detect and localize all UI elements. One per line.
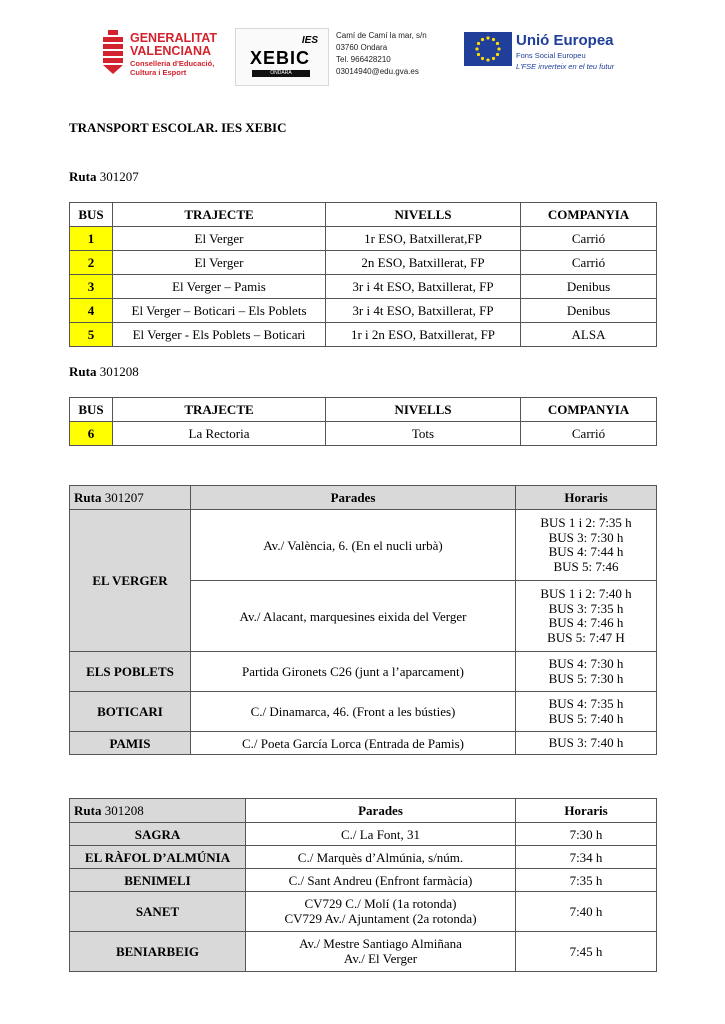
stop-cell: Av./ València, 6. (En el nucli urbà) bbox=[191, 510, 516, 581]
trajecte-cell: El Verger - Els Poblets – Boticari bbox=[113, 323, 326, 347]
eu-flag-icon bbox=[464, 32, 512, 66]
stop-line: Av./ El Verger bbox=[343, 950, 418, 966]
generalitat-logo bbox=[100, 28, 230, 84]
time-cell: 7:45 h bbox=[516, 932, 657, 972]
ies-xebic-logo bbox=[235, 28, 329, 86]
table-row bbox=[70, 275, 657, 299]
generalitat-name-line1: GENERALITAT bbox=[130, 31, 218, 45]
table-row bbox=[70, 823, 657, 846]
route-301208-stops-table bbox=[69, 798, 657, 972]
address-line2: 03760 Ondara bbox=[336, 43, 388, 52]
generalitat-emblem-icon bbox=[100, 30, 126, 74]
route-label-bold: Ruta bbox=[74, 490, 102, 505]
place-boticari: BOTICARI bbox=[70, 692, 191, 732]
time-cell: 7:35 h bbox=[516, 869, 657, 892]
time-line: BUS 5: 7:30 h bbox=[548, 670, 624, 686]
address-email: 03014940@edu.gva.es bbox=[336, 67, 419, 76]
conselleria-name bbox=[130, 60, 214, 77]
eu-title: Unió Europea bbox=[516, 32, 614, 49]
col-horaris: Horaris bbox=[516, 486, 657, 510]
stop-cell: C./ Marquès d’Almúnia, s/núm. bbox=[246, 846, 516, 869]
time-line: BUS 4: 7:30 h bbox=[548, 656, 624, 671]
trajecte-cell: El Verger bbox=[113, 227, 326, 251]
time-line: BUS 4: 7:46 h bbox=[548, 615, 624, 630]
companyia-cell: Denibus bbox=[521, 299, 657, 323]
trajecte-cell: El Verger – Pamis bbox=[113, 275, 326, 299]
table-row bbox=[70, 869, 657, 892]
table-row bbox=[70, 732, 657, 755]
nivells-cell: 3r i 4t ESO, Batxillerat, FP bbox=[326, 299, 521, 323]
col-parades: Parades bbox=[246, 799, 516, 823]
trajecte-cell: El Verger bbox=[113, 251, 326, 275]
route-301207-bus-table bbox=[69, 202, 657, 347]
companyia-cell: Carrió bbox=[521, 227, 657, 251]
eu-subtitle: Fons Social Europeu bbox=[516, 51, 586, 60]
col-bus: BUS bbox=[70, 203, 113, 227]
stop-cell: C./ Sant Andreu (Enfront farmàcia) bbox=[246, 869, 516, 892]
stop-cell: C./ Dinamarca, 46. (Front a les bústies) bbox=[191, 692, 516, 732]
letterhead bbox=[0, 24, 725, 84]
time-cell: 7:30 h bbox=[516, 823, 657, 846]
place-beniarbeig: BENIARBEIG bbox=[70, 932, 246, 972]
route-number: 301208 bbox=[104, 803, 144, 818]
table-row bbox=[70, 692, 657, 732]
nivells-cell: 1r i 2n ESO, Batxillerat, FP bbox=[326, 323, 521, 347]
table-row bbox=[70, 932, 657, 972]
col-parades: Parades bbox=[191, 486, 516, 510]
place-pamis: PAMIS bbox=[70, 732, 191, 755]
companyia-cell: Denibus bbox=[521, 275, 657, 299]
place-el-rafol: EL RÀFOL D’ALMÚNIA bbox=[70, 846, 246, 869]
stop-line: Av./ Mestre Santiago Almiñana bbox=[299, 936, 462, 951]
time-line: BUS 5: 7:47 H bbox=[547, 629, 625, 645]
route-number: 301207 bbox=[99, 169, 139, 184]
nivells-cell: Tots bbox=[326, 422, 521, 446]
table-row bbox=[70, 652, 657, 692]
times-cell bbox=[516, 581, 657, 652]
route-number: 301208 bbox=[99, 364, 139, 379]
time-cell: 7:34 h bbox=[516, 846, 657, 869]
route-header-cell bbox=[70, 799, 246, 823]
time-line: BUS 4: 7:44 h bbox=[548, 544, 624, 559]
table-header-row bbox=[70, 486, 657, 510]
route-label-301207 bbox=[69, 169, 139, 185]
table-row bbox=[70, 422, 657, 446]
table-row bbox=[70, 323, 657, 347]
bus-number: 1 bbox=[70, 227, 113, 251]
route-301207-stops-table bbox=[69, 485, 657, 755]
col-nivells: NIVELLS bbox=[326, 398, 521, 422]
stop-cell bbox=[246, 932, 516, 972]
times-cell bbox=[516, 652, 657, 692]
companyia-cell: ALSA bbox=[521, 323, 657, 347]
stop-line: CV729 C./ Molí (1a rotonda) bbox=[304, 896, 457, 911]
stop-cell: Partida Gironets C26 (junt a l’aparcament) bbox=[191, 652, 516, 692]
place-els-poblets: ELS POBLETS bbox=[70, 652, 191, 692]
school-address bbox=[336, 30, 427, 78]
bus-number: 6 bbox=[70, 422, 113, 446]
bus-number: 4 bbox=[70, 299, 113, 323]
place-sagra: SAGRA bbox=[70, 823, 246, 846]
address-phone: Tel. 966428210 bbox=[336, 55, 391, 64]
times-cell bbox=[516, 510, 657, 581]
logo-xebic-text: XEBIC bbox=[250, 48, 311, 68]
companyia-cell: Carrió bbox=[521, 251, 657, 275]
times-cell bbox=[516, 732, 657, 755]
time-line: BUS 3: 7:35 h bbox=[548, 600, 624, 616]
time-cell: 7:40 h bbox=[516, 892, 657, 932]
col-nivells: NIVELLS bbox=[326, 203, 521, 227]
route-label-bold: Ruta bbox=[69, 169, 97, 184]
times-cell bbox=[516, 692, 657, 732]
nivells-cell: 2n ESO, Batxillerat, FP bbox=[326, 251, 521, 275]
time-line: BUS 3: 7:30 h bbox=[548, 529, 624, 545]
place-benimeli: BENIMELI bbox=[70, 869, 246, 892]
bus-number: 2 bbox=[70, 251, 113, 275]
table-header-row bbox=[70, 203, 657, 227]
nivells-cell: 3r i 4t ESO, Batxillerat, FP bbox=[326, 275, 521, 299]
table-row bbox=[70, 846, 657, 869]
route-number: 301207 bbox=[104, 490, 144, 505]
table-row bbox=[70, 299, 657, 323]
time-line: BUS 5: 7:46 bbox=[553, 558, 619, 574]
table-row bbox=[70, 227, 657, 251]
stop-cell bbox=[246, 892, 516, 932]
trajecte-cell: La Rectoria bbox=[113, 422, 326, 446]
col-trajecte: TRAJECTE bbox=[113, 398, 326, 422]
table-row bbox=[70, 510, 657, 581]
table-row bbox=[70, 251, 657, 275]
time-line: BUS 3: 7:40 h bbox=[548, 734, 624, 750]
companyia-cell: Carrió bbox=[521, 422, 657, 446]
logo-bar-text: ONDARA bbox=[252, 70, 310, 77]
eu-motto: L'FSE inverteix en el teu futur bbox=[516, 62, 615, 71]
place-el-verger: EL VERGER bbox=[70, 510, 191, 652]
nivells-cell: 1r ESO, Batxillerat,FP bbox=[326, 227, 521, 251]
col-companyia: COMPANYIA bbox=[521, 398, 657, 422]
bus-number: 3 bbox=[70, 275, 113, 299]
route-label-bold: Ruta bbox=[69, 364, 97, 379]
route-label-301208 bbox=[69, 364, 139, 380]
route-label-bold: Ruta bbox=[74, 803, 102, 818]
conselleria-line1: Conselleria d'Educació, bbox=[130, 59, 215, 68]
address-line1: Camí de Camí la mar, s/n bbox=[336, 31, 427, 40]
table-header-row bbox=[70, 398, 657, 422]
logo-ies-text: IES bbox=[301, 35, 318, 46]
document-title: TRANSPORT ESCOLAR. IES XEBIC bbox=[69, 120, 287, 135]
route-301208-bus-table bbox=[69, 397, 657, 446]
generalitat-name bbox=[130, 32, 217, 58]
stop-cell: Av./ Alacant, marquesines eixida del Verger bbox=[191, 581, 516, 652]
col-horaris: Horaris bbox=[516, 799, 657, 823]
col-bus: BUS bbox=[70, 398, 113, 422]
bus-number: 5 bbox=[70, 323, 113, 347]
col-companyia: COMPANYIA bbox=[521, 203, 657, 227]
stop-cell: C./ La Font, 31 bbox=[246, 823, 516, 846]
time-line: BUS 1 i 2: 7:40 h bbox=[540, 586, 632, 601]
table-header-row bbox=[70, 799, 657, 823]
trajecte-cell: El Verger – Boticari – Els Poblets bbox=[113, 299, 326, 323]
time-line: BUS 5: 7:40 h bbox=[548, 710, 624, 726]
time-line: BUS 1 i 2: 7:35 h bbox=[540, 515, 632, 530]
time-line: BUS 4: 7:35 h bbox=[548, 696, 624, 711]
table-row bbox=[70, 892, 657, 932]
conselleria-line2: Cultura i Esport bbox=[130, 67, 187, 77]
route-header-cell bbox=[70, 486, 191, 510]
eu-logo bbox=[464, 32, 634, 78]
place-sanet: SANET bbox=[70, 892, 246, 932]
stop-line: CV729 Av./ Ajuntament (2a rotonda) bbox=[284, 910, 477, 926]
col-trajecte: TRAJECTE bbox=[113, 203, 326, 227]
generalitat-name-line2: VALENCIANA bbox=[130, 44, 212, 58]
stop-cell: C./ Poeta García Lorca (Entrada de Pamis) bbox=[191, 732, 516, 755]
